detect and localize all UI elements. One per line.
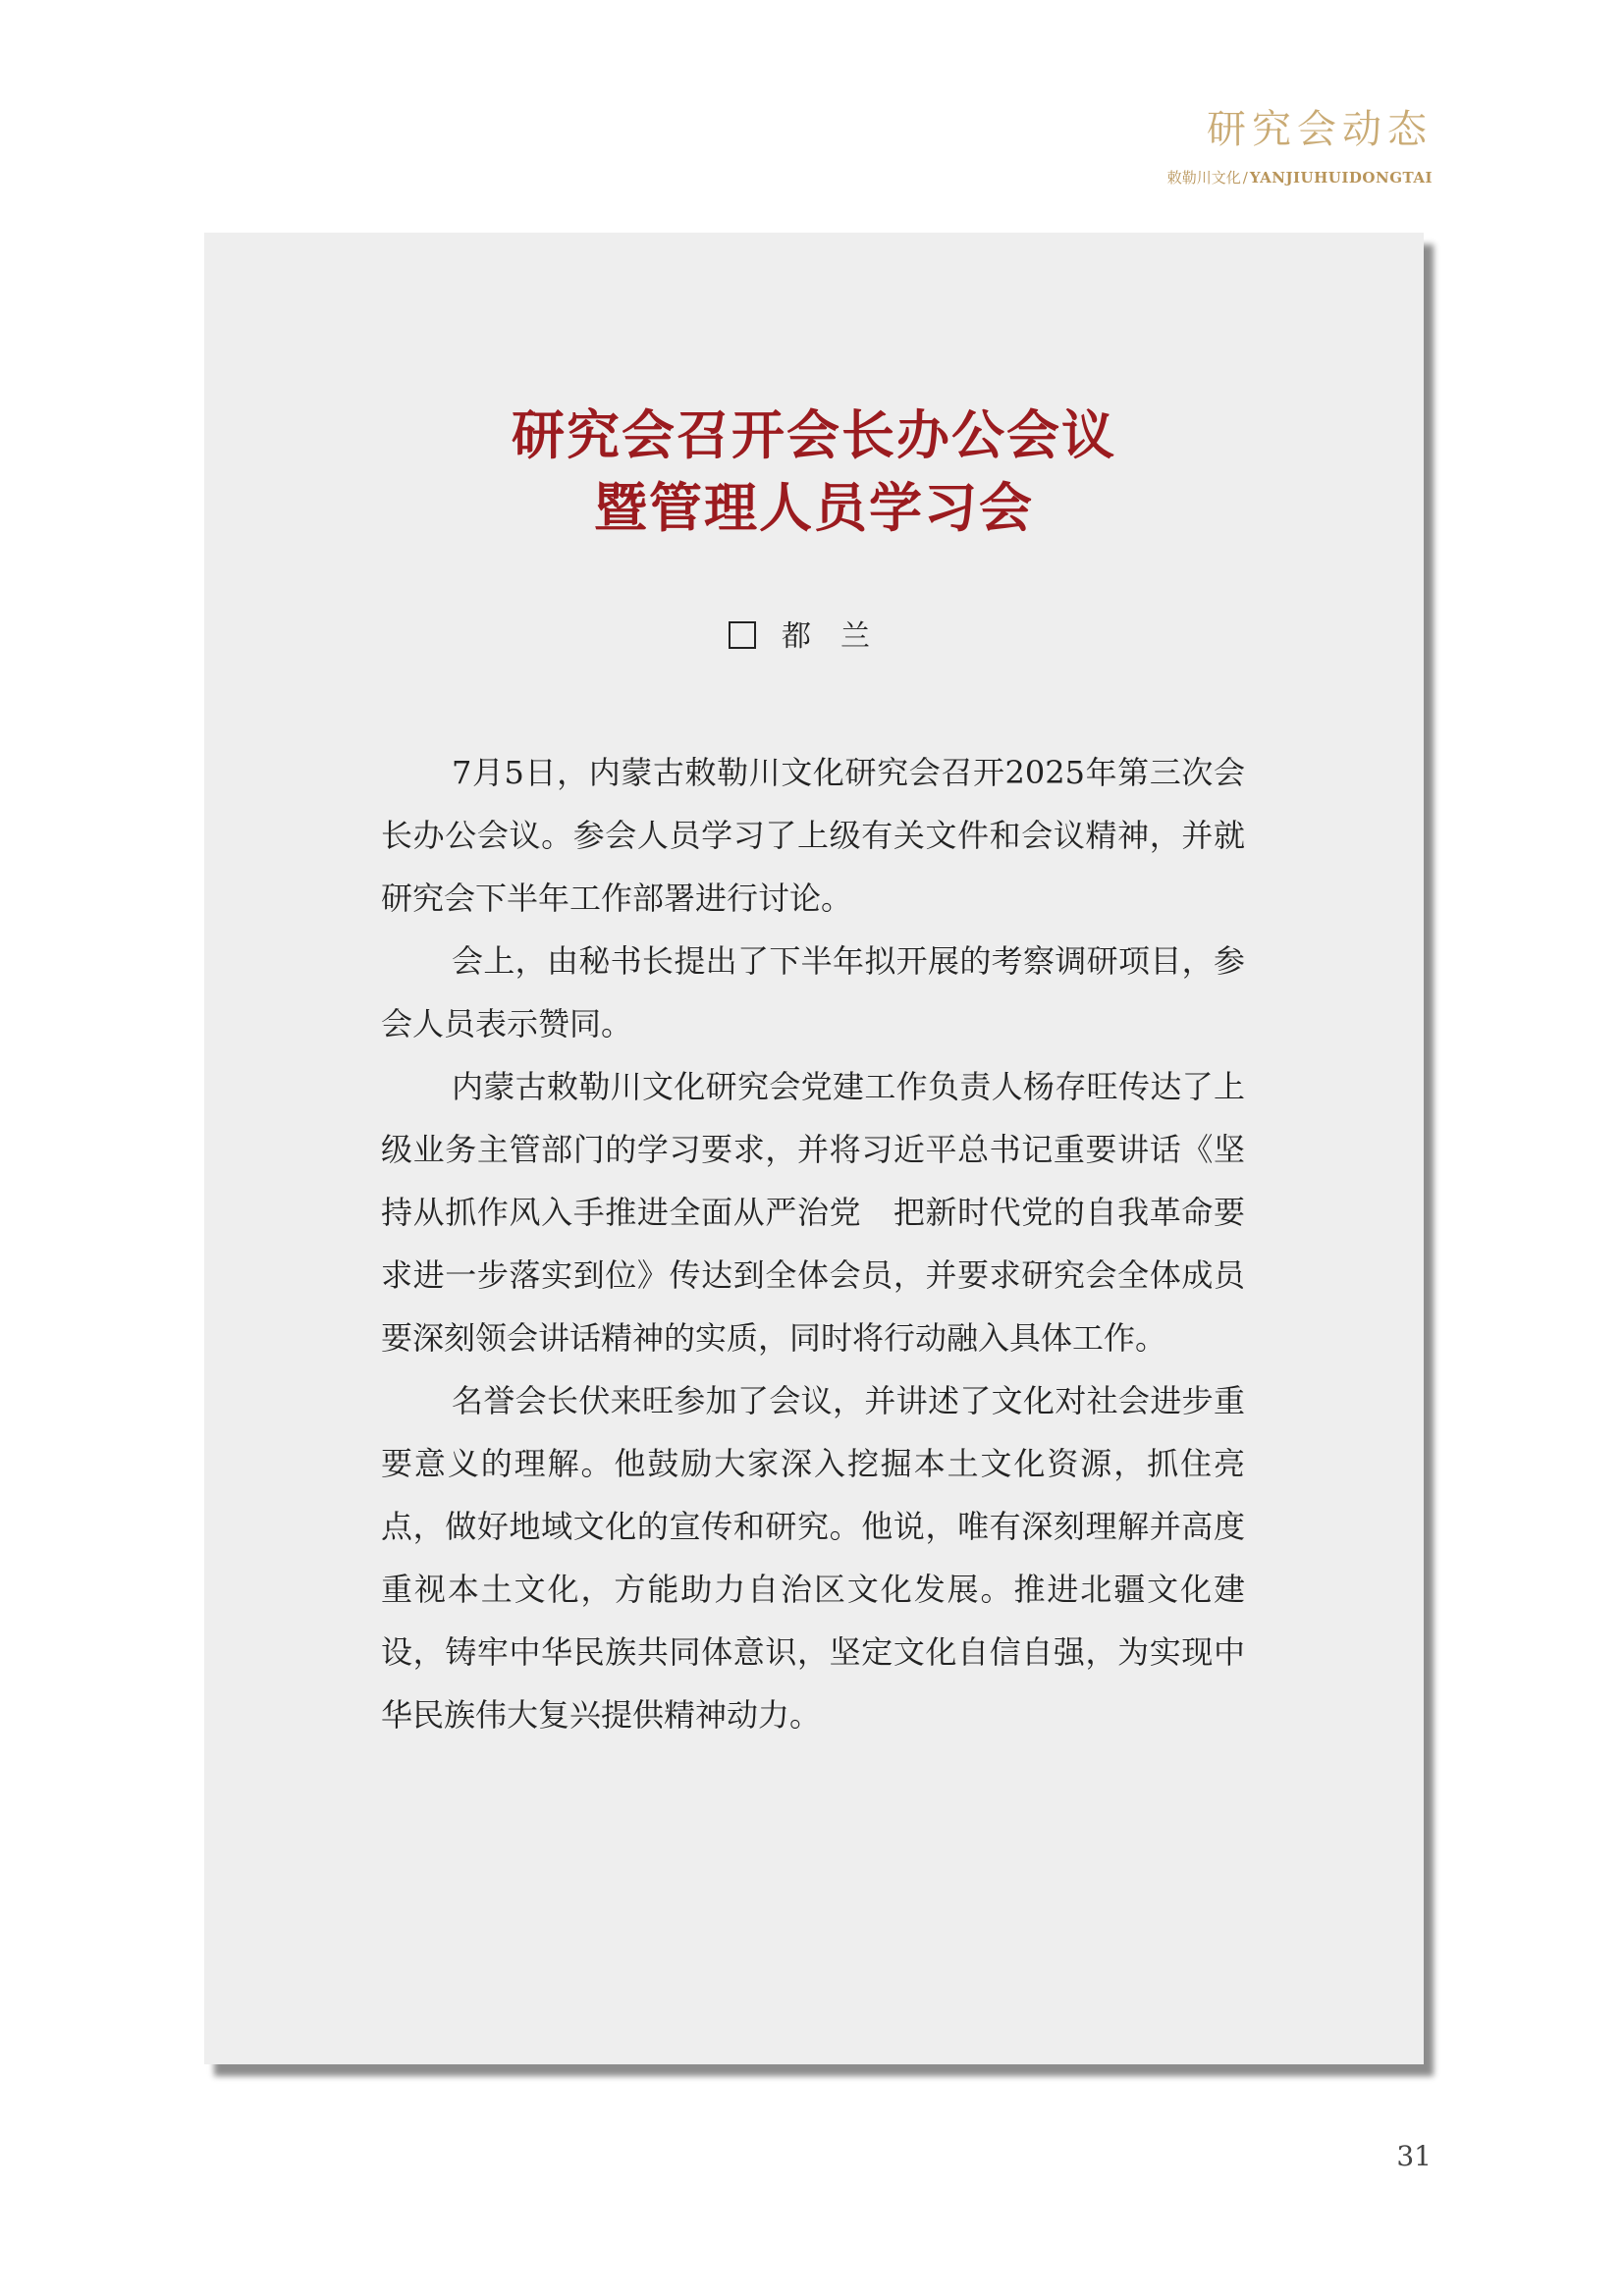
article-title-line-2: 暨管理人员学习会: [594, 477, 1034, 539]
section-subtitle-latin: YANJIUHUIDONGTAI: [1249, 169, 1433, 187]
section-subtitle-cn: 敕勒川文化: [1166, 169, 1241, 187]
page-number: 31: [1396, 2140, 1432, 2172]
paragraph-3: 内蒙古敕勒川文化研究会党建工作负责人杨存旺传达了上级业务主管部门的学习要求，并将习近平总书记重要讲话《坚持从抓作风入手推进全面从严治党 把新时代党的自我革命要求进一步落实到位》传达到全体会员，并要求研究会全体成员要深刻领会讲话精神的实质，同时将行动融入具体工作。: [381, 1068, 1245, 1357]
section-subtitle: [1167, 171, 1433, 186]
article-panel: [204, 233, 1424, 2064]
byline-box-icon: [729, 621, 756, 649]
author-byline: [204, 617, 1424, 657]
running-header: [1166, 107, 1433, 187]
article-title: [204, 400, 1424, 545]
paragraph-4: 名誉会长伏来旺参加了会议，并讲述了文化对社会进步重要意义的理解。他鼓励大家深入挖掘本土文化资源，抓住亮点，做好地域文化的宣传和研究。他说，唯有深刻理解并高度重视本土文化，方能助力自治区文化发展。推进北疆文化建设，铸牢中华民族共同体意识，坚定文化自信自强，为实现中华民族伟大复兴提供精神动力。: [381, 1382, 1245, 1734]
section-subtitle-separator: /: [1242, 169, 1248, 187]
author-name: 都兰: [782, 619, 899, 654]
article-title-line-1: 研究会召开会长办公会议: [512, 404, 1116, 466]
article-body: [381, 741, 1245, 1746]
section-title: 研究会动态: [1207, 107, 1433, 152]
paragraph-2: 会上，由秘书长提出了下半年拟开展的考察调研项目，参会人员表示赞同。: [381, 942, 1245, 1042]
paragraph-1: 7月5日，内蒙古敕勒川文化研究会召开2025年第三次会长办公会议。参会人员学习了上级有关文件和会议精神，并就研究会下半年工作部署进行讨论。: [381, 754, 1245, 917]
